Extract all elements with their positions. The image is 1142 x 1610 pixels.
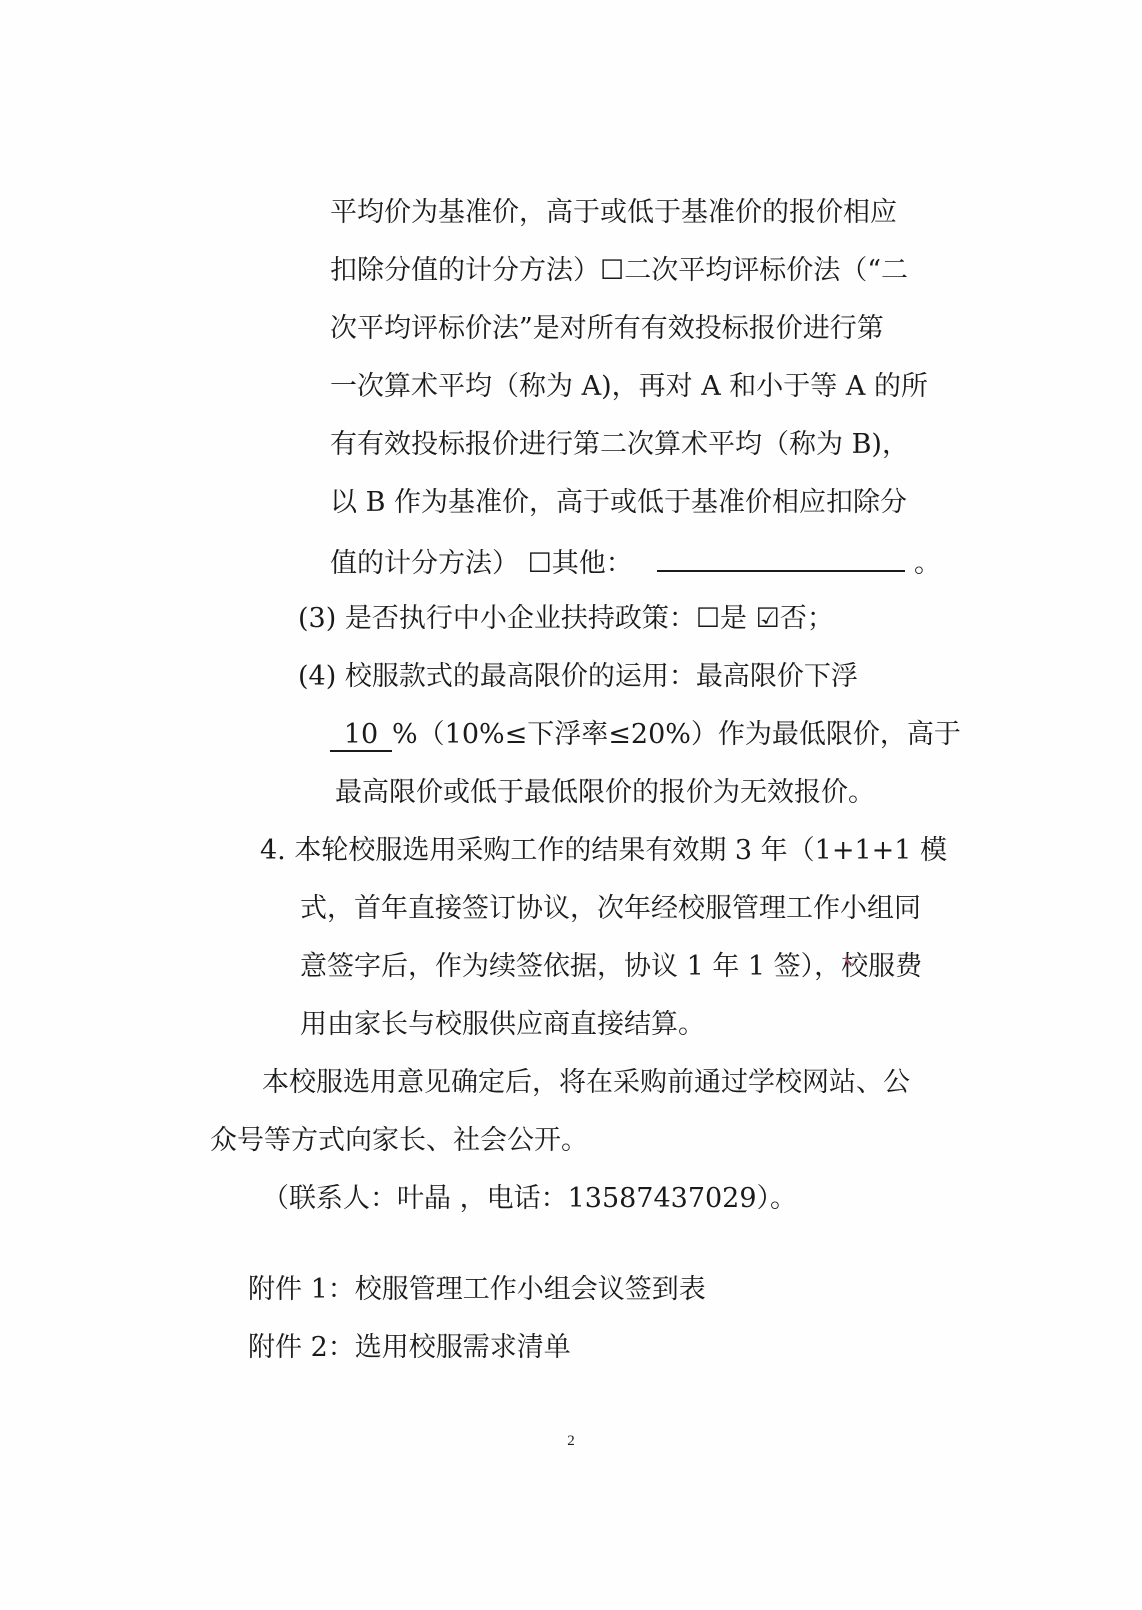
other-method-blank	[657, 544, 905, 572]
para-4-line-2: 式，首年直接签订协议，次年经校服管理工作小组同	[300, 893, 921, 924]
item-4-line-2-rest: %（10%≤下浮率≤20%）作为最低限价，高于	[392, 719, 961, 750]
discount-value: 10	[330, 720, 392, 752]
attachment-2: 附件 2：选用校服需求清单	[248, 1332, 571, 1363]
body-line-7	[330, 544, 941, 581]
body-line-5: 有有效投标报价进行第二次算术平均（称为 B)，	[330, 429, 909, 460]
para-4-line-4: 用由家长与校服供应商直接结算。	[300, 1009, 705, 1040]
item-4-line-2	[330, 718, 961, 752]
body-line-4: 一次算术平均（称为 A)，再对 A 和小于等 A 的所	[330, 371, 928, 402]
para-4-line-1: 4. 本轮校服选用采购工作的结果有效期 3 年（1+1+1 模	[260, 835, 948, 866]
attachment-1: 附件 1：校服管理工作小组会议签到表	[248, 1274, 706, 1305]
disclosure-line-1: 本校服选用意见确定后，将在采购前通过学校网站、公	[262, 1067, 910, 1098]
body-line-3: 次平均评标价法”是对所有有效投标报价进行第	[330, 313, 884, 344]
body-line-7-end: 。	[913, 548, 941, 579]
para-4-line-3: 意签字后，作为续签依据，协议 1 年 1 签），校服费	[300, 951, 923, 982]
item-4-line-1: (4) 校服款式的最高限价的运用：最高限价下浮	[298, 661, 858, 692]
disclosure-line-2: 众号等方式向家长、社会公开。	[210, 1125, 588, 1156]
other-method-label: 值的计分方法） ☐其他：	[330, 548, 633, 579]
item-3: (3) 是否执行中小企业扶持政策：☐是 ☑否；	[298, 603, 834, 634]
page-number: 2	[567, 1433, 575, 1449]
body-line-6: 以 B 作为基准价，高于或低于基准价相应扣除分	[330, 487, 908, 518]
item-4-line-3: 最高限价或低于最低限价的报价为无效报价。	[335, 777, 875, 808]
body-line-1: 平均价为基准价，高于或低于基准价的报价相应	[330, 197, 897, 228]
body-line-2: 扣除分值的计分方法）☐二次平均评标价法（“二	[330, 255, 909, 286]
contact-line: （联系人：叶晶 ，电话：13587437029）。	[262, 1183, 798, 1214]
